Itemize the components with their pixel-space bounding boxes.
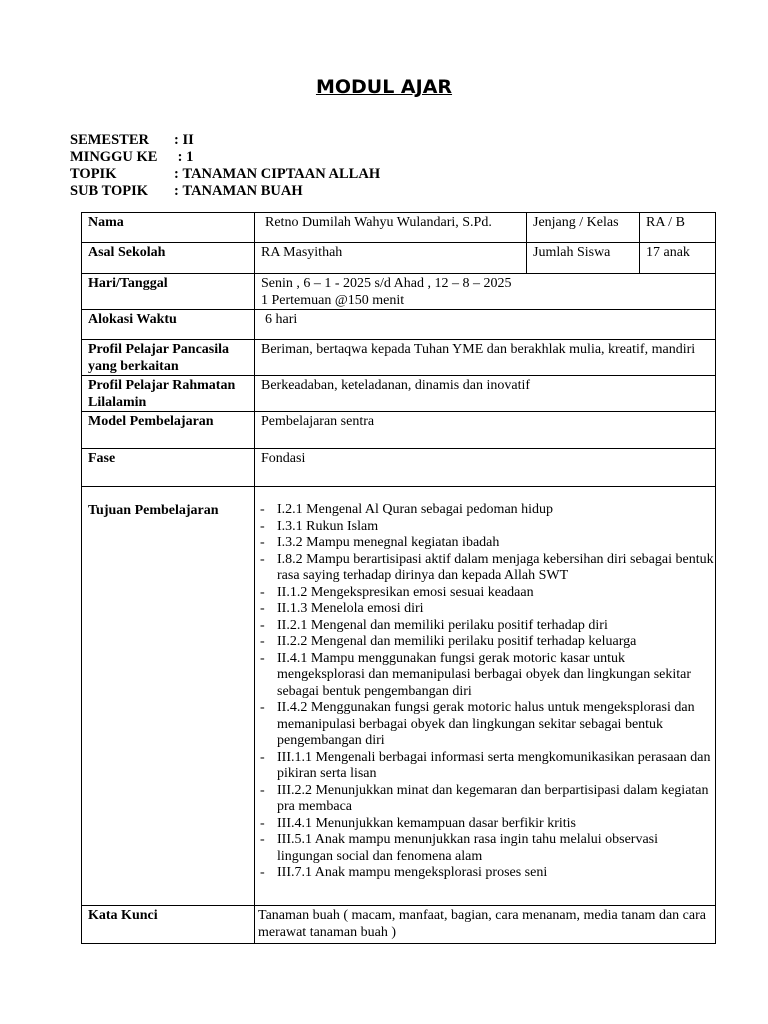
table-row — [82, 213, 716, 243]
list-item: - II.2.2 Mengenal dan memiliki perilaku positif terhadap keluarga — [259, 634, 715, 651]
alokasi-waktu-value: 6 hari — [255, 310, 716, 340]
pertemuan-info: 1 Pertemuan @150 menit — [261, 292, 405, 308]
list-item: - I.3.1 Rukun Islam — [259, 519, 715, 536]
tujuan-pembelajaran-value — [255, 487, 716, 906]
list-item: - I.2.1 Mengenal Al Quran sebagai pedoman hidup — [259, 502, 715, 519]
kata-kunci-value: Tanaman buah ( macam, manfaat, bagian, cara menanam, media tanam dan cara merawat tanaman buah ) — [255, 906, 716, 944]
list-item: - III.2.2 Menunjukkan minat dan kegemaran dan berpartisipasi dalam kegiatan pra membaca — [259, 783, 715, 816]
list-item: - II.1.2 Mengekspresikan emosi sesuai keadaan — [259, 585, 715, 602]
model-pembelajaran-value: Pembelajaran sentra — [255, 412, 716, 449]
nama-value: Retno Dumilah Wahyu Wulandari, S.Pd. — [255, 213, 527, 243]
fase-value: Fondasi — [255, 449, 716, 487]
hari-tanggal-label: Hari/Tanggal — [82, 274, 255, 310]
list-item: - III.7.1 Anak mampu mengeksplorasi proses seni — [259, 865, 715, 882]
table-row — [82, 310, 716, 340]
hari-tanggal-value — [255, 274, 716, 310]
meta-key: SUB TOPIK — [70, 183, 149, 199]
list-item: - I.8.2 Mampu berartisipasi aktif dalam menjaga kebersihan diri sebagai bentuk rasa saying terhadap dirinya dan kepada Allah SWT — [259, 552, 715, 585]
alokasi-waktu-label: Alokasi Waktu — [82, 310, 255, 340]
kata-kunci-label: Kata Kunci — [82, 906, 255, 944]
model-pembelajaran-label: Model Pembelajaran — [82, 412, 255, 449]
meta-topik — [70, 166, 380, 183]
tujuan-pembelajaran-label: Tujuan Pembelajaran — [82, 487, 255, 906]
table-row — [82, 412, 716, 449]
jumlah-siswa-value: 17 anak — [640, 243, 716, 274]
table-row — [82, 376, 716, 412]
hari-tanggal-range: Senin , 6 – 1 - 2025 s/d Ahad , 12 – 8 – 2025 — [261, 276, 512, 291]
profil-rahmatan-label: Profil Pelajar Rahmatan Lilalamin — [82, 376, 255, 412]
profil-pancasila-label: Profil Pelajar Pancasila yang berkaitan — [82, 340, 255, 376]
document-title: MODUL AJAR — [315, 76, 453, 98]
meta-key: MINGGU KE — [70, 149, 158, 165]
asal-sekolah-value: RA Masyithah — [255, 243, 527, 274]
jenjang-value: RA / B — [640, 213, 716, 243]
table-row — [82, 274, 716, 310]
list-item: - II.4.2 Menggunakan fungsi gerak motoric halus untuk mengeksplorasi dan memanipulasi berbagai obyek dan lingkungan sekitar sebagai bentuk pengembangan diri — [259, 700, 715, 750]
profil-pancasila-value: Beriman, bertaqwa kepada Tuhan YME dan berakhlak mulia, kreatif, mandiri — [255, 340, 716, 376]
meta-key: SEMESTER — [70, 132, 149, 148]
meta-separator: : — [174, 132, 183, 148]
meta-value: 1 — [186, 149, 194, 165]
meta-minggu — [70, 149, 380, 166]
nama-label: Nama — [82, 213, 255, 243]
meta-value: TANAMAN BUAH — [182, 183, 303, 199]
table-row — [82, 340, 716, 376]
tujuan-list — [259, 502, 715, 882]
module-meta — [70, 132, 380, 200]
meta-value: TANAMAN CIPTAAN ALLAH — [182, 166, 381, 182]
list-item: - I.3.2 Mampu menegnal kegiatan ibadah — [259, 535, 715, 552]
meta-value: II — [182, 132, 194, 148]
list-item: - III.5.1 Anak mampu menunjukkan rasa ingin tahu melalui observasi lingungan social dan fenomena alam — [259, 832, 715, 865]
fase-label: Fase — [82, 449, 255, 487]
table-row — [82, 243, 716, 274]
asal-sekolah-label: Asal Sekolah — [82, 243, 255, 274]
meta-separator: : — [174, 149, 187, 165]
list-item: - III.4.1 Menunjukkan kemampuan dasar berfikir kritis — [259, 816, 715, 833]
list-item: - II.1.3 Menelola emosi diri — [259, 601, 715, 618]
meta-sub-topik — [70, 183, 380, 200]
meta-separator: : — [174, 183, 183, 199]
module-info-table — [81, 212, 716, 944]
list-item: - II.2.1 Mengenal dan memiliki perilaku positif terhadap diri — [259, 618, 715, 635]
meta-semester — [70, 132, 380, 149]
table-row — [82, 487, 716, 906]
jenjang-label: Jenjang / Kelas — [527, 213, 640, 243]
meta-key: TOPIK — [70, 166, 117, 182]
table-row — [82, 906, 716, 944]
profil-rahmatan-value: Berkeadaban, keteladanan, dinamis dan inovatif — [255, 376, 716, 412]
table-row — [82, 449, 716, 487]
list-item: - III.1.1 Mengenali berbagai informasi serta mengkomunikasikan perasaan dan pikiran serta lisan — [259, 750, 715, 783]
meta-separator: : — [174, 166, 183, 182]
list-item: - II.4.1 Mampu menggunakan fungsi gerak motoric kasar untuk mengeksplorasi dan memanipulasi berbagai obyek dan lingkungan sekitar sebagai bentuk pengembangan diri — [259, 651, 715, 701]
jumlah-siswa-label: Jumlah Siswa — [527, 243, 640, 274]
